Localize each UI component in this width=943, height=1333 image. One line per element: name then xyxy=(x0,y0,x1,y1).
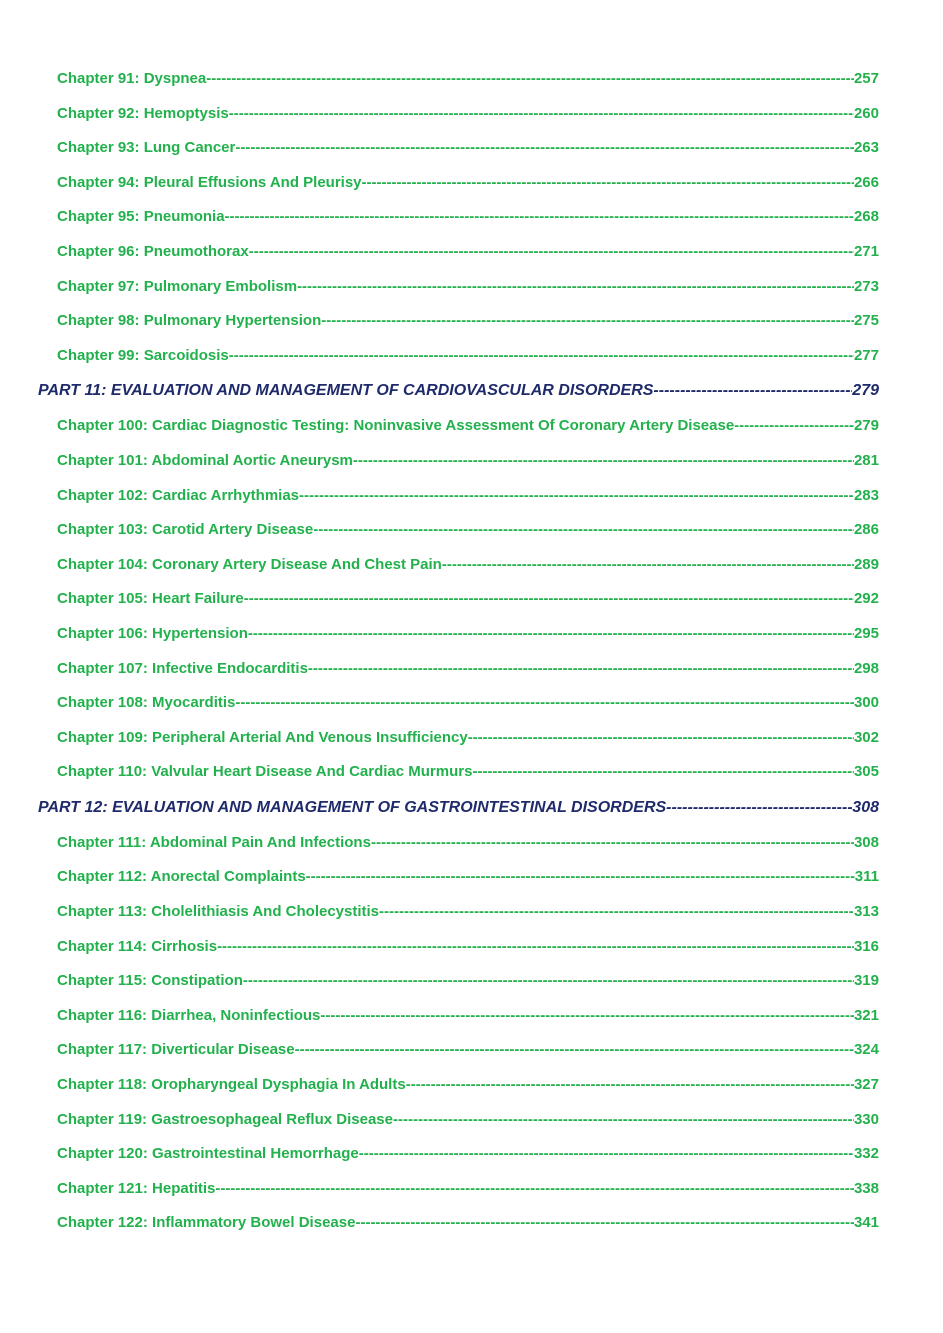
toc-entry-page-number: 277 xyxy=(853,346,879,364)
toc-entry-page-number: 271 xyxy=(853,242,879,260)
toc-chapter-entry[interactable] xyxy=(57,1206,879,1241)
toc-entry-page-number: 260 xyxy=(853,104,879,122)
toc-entry-page-number: 283 xyxy=(853,486,879,504)
toc-entry-title: Chapter 99: Sarcoidosis xyxy=(57,346,229,364)
toc-chapter-entry[interactable] xyxy=(57,999,879,1034)
toc-dot-leader xyxy=(206,62,854,97)
toc-entry-title: Chapter 120: Gastrointestinal Hemorrhage xyxy=(57,1145,359,1163)
toc-chapter-entry[interactable] xyxy=(57,97,879,132)
toc-entry-title: Chapter 111: Abdominal Pain And Infections xyxy=(57,833,371,851)
toc-entry-title: Chapter 92: Hemoptysis xyxy=(57,104,229,122)
toc-chapter-entry[interactable] xyxy=(57,721,879,756)
toc-chapter-entry[interactable] xyxy=(57,409,879,444)
toc-entry-page-number: 313 xyxy=(853,903,879,921)
toc-entry-title: Chapter 121: Hepatitis xyxy=(57,1179,216,1197)
toc-entry-page-number: 338 xyxy=(853,1179,879,1197)
toc-chapter-entry[interactable] xyxy=(57,652,879,687)
toc-entry-page-number: 266 xyxy=(853,173,879,191)
toc-entry-title: Chapter 104: Coronary Artery Disease And Chest Pain xyxy=(57,555,442,573)
toc-dot-leader xyxy=(297,270,854,305)
toc-entry-title: Chapter 98: Pulmonary Hypertension xyxy=(57,312,322,330)
toc-entry-title: Chapter 95: Pneumonia xyxy=(57,208,225,226)
toc-chapter-entry[interactable] xyxy=(57,339,879,374)
toc-dot-leader xyxy=(353,444,854,479)
toc-dot-leader xyxy=(235,686,854,721)
toc-entry-page-number: 316 xyxy=(853,937,879,955)
toc-entry-title: Chapter 105: Heart Failure xyxy=(57,590,244,608)
toc-entry-page-number: 289 xyxy=(853,555,879,573)
toc-entry-page-number: 321 xyxy=(853,1006,879,1024)
toc-entry-title: Chapter 97: Pulmonary Embolism xyxy=(57,277,298,295)
toc-dot-leader xyxy=(379,895,854,930)
toc-dot-leader xyxy=(306,860,855,895)
toc-dot-leader xyxy=(244,582,854,617)
toc-entry-title: Chapter 106: Hypertension xyxy=(57,624,248,642)
toc-dot-leader xyxy=(229,339,854,374)
toc-entry-page-number: 292 xyxy=(853,590,879,608)
toc-dot-leader xyxy=(225,200,854,235)
toc-dot-leader xyxy=(393,1103,854,1138)
toc-entry-page-number: 330 xyxy=(853,1110,879,1128)
toc-entry-title: Chapter 103: Carotid Artery Disease xyxy=(57,521,314,539)
toc-dot-leader xyxy=(355,1206,854,1241)
toc-part-heading[interactable] xyxy=(38,373,879,409)
toc-chapter-entry[interactable] xyxy=(57,131,879,166)
toc-chapter-entry[interactable] xyxy=(57,1172,879,1207)
toc-entry-title: Chapter 116: Diarrhea, Noninfectious xyxy=(57,1006,321,1024)
toc-chapter-entry[interactable] xyxy=(57,200,879,235)
toc-chapter-entry[interactable] xyxy=(57,235,879,270)
toc-dot-leader xyxy=(295,1033,854,1068)
toc-chapter-entry[interactable] xyxy=(57,166,879,201)
toc-dot-leader xyxy=(734,409,854,444)
toc-dot-leader xyxy=(243,964,854,999)
toc-entry-title: Chapter 109: Peripheral Arterial And Venous Insufficiency xyxy=(57,728,468,746)
toc-chapter-entry[interactable] xyxy=(57,444,879,479)
toc-entry-page-number: 286 xyxy=(853,521,879,539)
toc-chapter-entry[interactable] xyxy=(57,513,879,548)
toc-entry-title: Chapter 113: Cholelithiasis And Cholecystitis xyxy=(57,903,380,921)
toc-dot-leader xyxy=(666,790,852,826)
toc-entry-title: Chapter 119: Gastroesophageal Reflux Disease xyxy=(57,1110,393,1128)
toc-dot-leader xyxy=(468,721,854,756)
toc-entry-title: Chapter 96: Pneumothorax xyxy=(57,242,249,260)
toc-entry-title: Chapter 94: Pleural Effusions And Pleurisy xyxy=(57,173,362,191)
toc-chapter-entry[interactable] xyxy=(57,860,879,895)
toc-dot-leader xyxy=(321,304,854,339)
toc-entry-page-number: 332 xyxy=(853,1145,879,1163)
toc-entry-page-number: 275 xyxy=(853,312,879,330)
toc-dot-leader xyxy=(248,617,854,652)
toc-dot-leader xyxy=(215,1172,854,1207)
toc-entry-title: Chapter 117: Diverticular Disease xyxy=(57,1041,295,1059)
toc-entry-title: Chapter 107: Infective Endocarditis xyxy=(57,659,308,677)
toc-entry-title: Chapter 110: Valvular Heart Disease And Cardiac Murmurs xyxy=(57,763,473,781)
toc-dot-leader xyxy=(249,235,854,270)
toc-entry-page-number: 341 xyxy=(853,1214,879,1232)
toc-entry-page-number: 311 xyxy=(854,868,879,886)
toc-dot-leader xyxy=(406,1068,854,1103)
toc-entry-title: Chapter 114: Cirrhosis xyxy=(57,937,218,955)
toc-chapter-entry[interactable] xyxy=(57,548,879,583)
toc-entry-title: PART 11: EVALUATION AND MANAGEMENT OF CARDIOVASCULAR DISORDERS xyxy=(38,382,654,400)
toc-dot-leader xyxy=(359,1137,854,1172)
toc-entry-page-number: 295 xyxy=(853,624,879,642)
toc-entry-page-number: 319 xyxy=(853,972,879,990)
toc-chapter-entry[interactable] xyxy=(57,270,879,305)
toc-entry-title: Chapter 91: Dyspnea xyxy=(57,70,207,87)
toc-chapter-entry[interactable] xyxy=(57,304,879,339)
toc-chapter-entry[interactable] xyxy=(57,1103,879,1138)
toc-entry-title: Chapter 118: Oropharyngeal Dysphagia In Adults xyxy=(57,1076,406,1094)
toc-chapter-entry[interactable] xyxy=(57,62,879,97)
toc-dot-leader xyxy=(362,166,854,201)
toc-entry-title: Chapter 100: Cardiac Diagnostic Testing: Noninvasive Assessment Of Coronary Artery Disease xyxy=(57,417,735,435)
toc-chapter-entry[interactable] xyxy=(57,755,879,790)
toc-entry-page-number: 279 xyxy=(853,417,879,435)
toc-entry-page-number: 327 xyxy=(853,1076,879,1094)
toc-chapter-entry[interactable] xyxy=(57,964,879,999)
table-of-contents xyxy=(0,62,943,1241)
toc-chapter-entry[interactable] xyxy=(57,686,879,721)
toc-entry-title: Chapter 102: Cardiac Arrhythmias xyxy=(57,486,300,504)
toc-dot-leader xyxy=(217,930,854,965)
toc-dot-leader xyxy=(320,999,854,1034)
toc-chapter-entry[interactable] xyxy=(57,479,879,514)
toc-dot-leader xyxy=(472,755,854,790)
toc-entry-page-number: 257 xyxy=(853,70,879,87)
toc-dot-leader xyxy=(229,97,854,132)
toc-dot-leader xyxy=(371,826,854,861)
toc-dot-leader xyxy=(299,479,854,514)
toc-entry-title: Chapter 115: Constipation xyxy=(57,972,243,990)
toc-chapter-entry[interactable] xyxy=(57,582,879,617)
toc-dot-leader xyxy=(313,513,854,548)
toc-chapter-entry[interactable] xyxy=(57,617,879,652)
toc-entry-title: Chapter 112: Anorectal Complaints xyxy=(57,868,306,886)
toc-chapter-entry[interactable] xyxy=(57,826,879,861)
toc-entry-page-number: 263 xyxy=(853,139,879,157)
toc-dot-leader xyxy=(442,548,854,583)
toc-part-heading[interactable] xyxy=(38,790,879,826)
toc-entry-page-number: 268 xyxy=(853,208,879,226)
toc-entry-page-number: 305 xyxy=(853,763,879,781)
toc-entry-page-number: 279 xyxy=(852,382,879,400)
toc-entry-title: Chapter 101: Abdominal Aortic Aneurysm xyxy=(57,451,353,469)
toc-chapter-entry[interactable] xyxy=(57,930,879,965)
toc-chapter-entry[interactable] xyxy=(57,895,879,930)
toc-dot-leader xyxy=(653,373,852,409)
toc-entry-page-number: 273 xyxy=(853,277,879,295)
toc-entry-title: Chapter 108: Myocarditis xyxy=(57,694,236,712)
toc-chapter-entry[interactable] xyxy=(57,1033,879,1068)
toc-chapter-entry[interactable] xyxy=(57,1137,879,1172)
toc-entry-page-number: 298 xyxy=(853,659,879,677)
toc-entry-page-number: 281 xyxy=(853,451,879,469)
toc-entry-title: Chapter 122: Inflammatory Bowel Disease xyxy=(57,1214,356,1232)
toc-entry-title: PART 12: EVALUATION AND MANAGEMENT OF GASTROINTESTINAL DISORDERS xyxy=(38,798,667,816)
toc-entry-page-number: 302 xyxy=(853,728,879,746)
toc-dot-leader xyxy=(308,652,854,687)
toc-chapter-entry[interactable] xyxy=(57,1068,879,1103)
toc-entry-page-number: 308 xyxy=(853,833,879,851)
toc-entry-page-number: 308 xyxy=(852,798,879,816)
toc-entry-title: Chapter 93: Lung Cancer xyxy=(57,139,236,157)
toc-entry-page-number: 300 xyxy=(853,694,879,712)
toc-entry-page-number: 324 xyxy=(853,1041,879,1059)
toc-dot-leader xyxy=(235,131,854,166)
